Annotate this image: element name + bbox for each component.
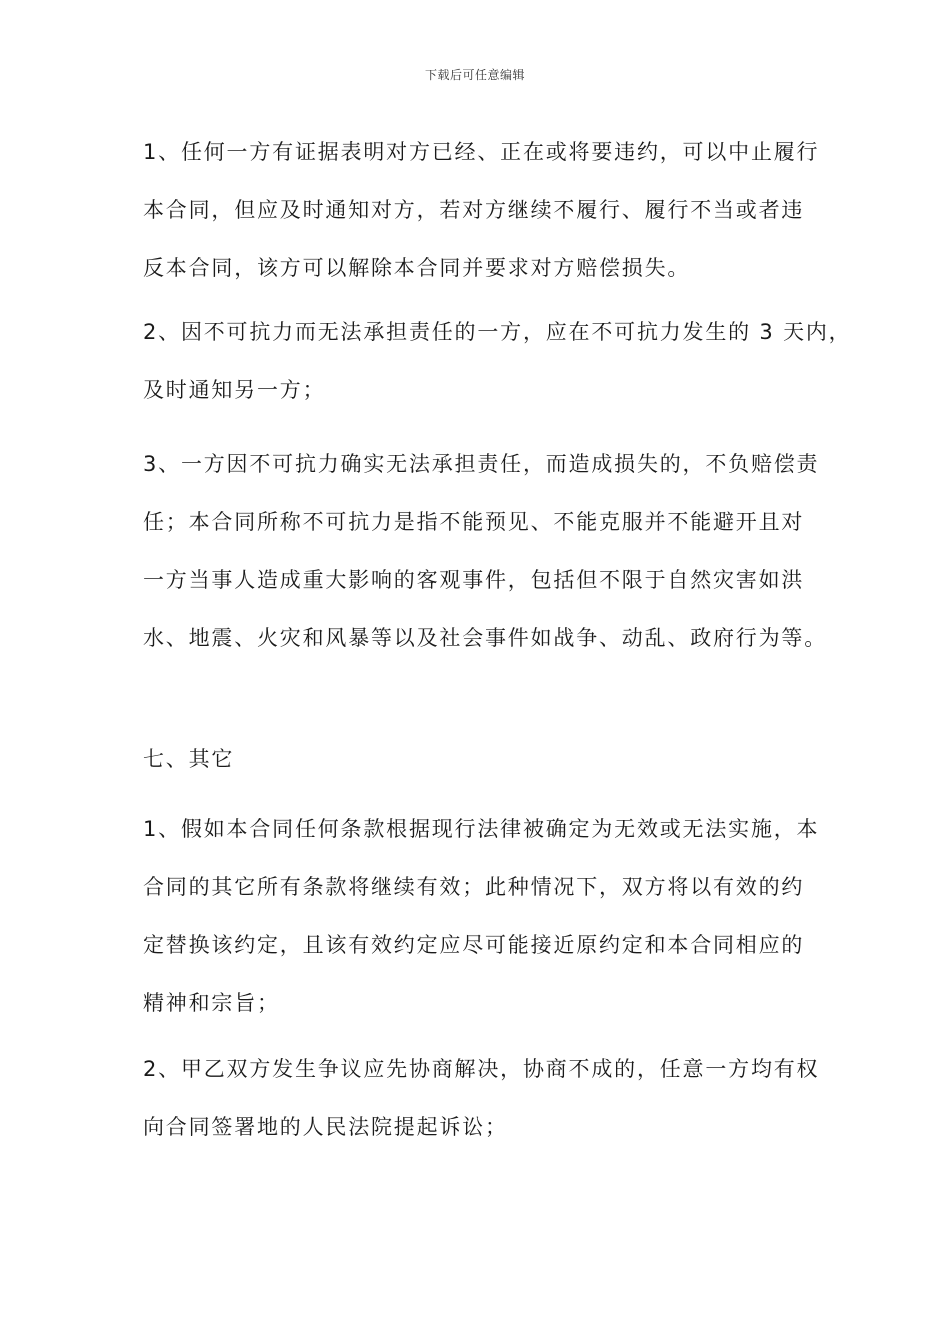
text-line: 3、一方因不可抗力确实无法承担责任，而造成损失的，不负赔偿责 <box>143 452 820 476</box>
text-line: 及时通知另一方； <box>143 378 326 402</box>
section-heading-other <box>143 745 843 774</box>
text-line: 本合同，但应及时通知对方，若对方继续不履行、履行不当或者违 <box>143 198 805 222</box>
text-line: 1、假如本合同任何条款根据现行法律被确定为无效或无法实施，本 <box>143 817 820 841</box>
text-line: 2、因不可抗力而无法承担责任的一方，应在不可抗力发生的 3 天内， <box>143 320 852 344</box>
text-line: 向合同签署地的人民法院提起诉讼； <box>143 1115 508 1139</box>
clause-1-severability <box>143 815 843 1018</box>
clause-1-breach <box>143 138 843 283</box>
section-title: 七、其它 <box>143 747 235 771</box>
text-line: 定替换该约定，且该有效约定应尽可能接近原约定和本合同相应的 <box>143 933 805 957</box>
text-line: 反本合同，该方可以解除本合同并要求对方赔偿损失。 <box>143 256 691 280</box>
text-line: 1、任何一方有证据表明对方已经、正在或将要违约，可以中止履行 <box>143 140 820 164</box>
text-line: 水、地震、火灾和风暴等以及社会事件如战争、动乱、政府行为等。 <box>143 626 827 650</box>
clause-2-dispute-resolution <box>143 1055 843 1142</box>
text-line: 2、甲乙双方发生争议应先协商解决，协商不成的，任意一方均有权 <box>143 1057 820 1081</box>
text-line: 精神和宗旨； <box>143 991 280 1015</box>
page-header: 下载后可任意编辑 <box>424 68 525 82</box>
text-line: 一方当事人造成重大影响的客观事件，包括但不限于自然灾害如洪 <box>143 568 805 592</box>
clause-2-force-majeure-notice <box>143 318 852 405</box>
clause-3-force-majeure-definition <box>143 450 843 653</box>
text-line: 任；本合同所称不可抗力是指不能预见、不能克服并不能避开且对 <box>143 510 805 534</box>
text-line: 合同的其它所有条款将继续有效；此种情况下，双方将以有效的约 <box>143 875 805 899</box>
